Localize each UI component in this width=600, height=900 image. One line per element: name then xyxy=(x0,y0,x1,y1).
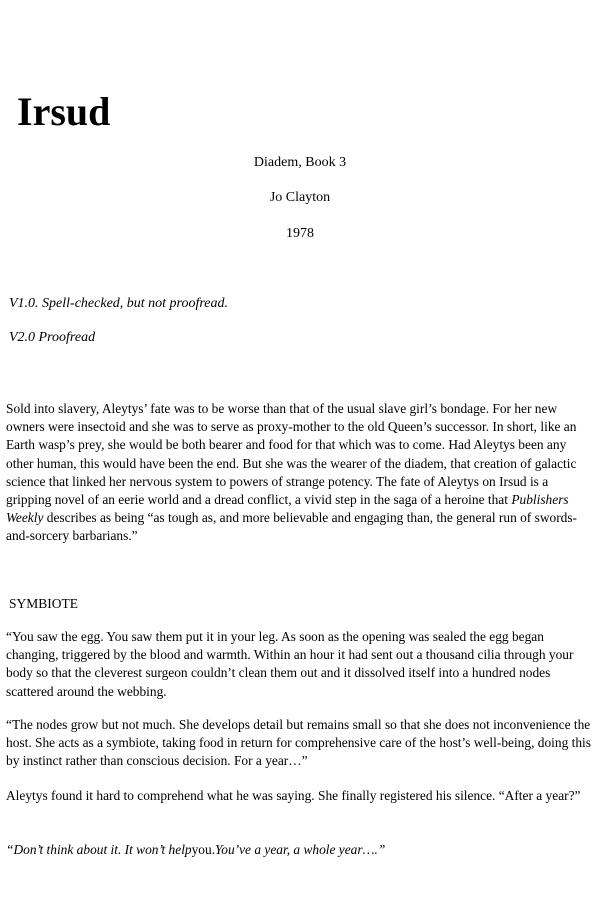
blurb-text-a: Sold into slavery, Aleytys’ fate was to be worse than that of the usual slave girl’s bondage. For her new owners were insectoid and she was to serve as proxy-mother to the old Queen’s successor. In short, like an Earth wasp’s prey, she would be both bearer and food for that which was to come. Had Aleytys been any other human, this would have been the end. But she was the wearer of the diadem, that creation of galactic science that linked her nervous system to powers of strange potency. The fate of Aleytys on Irsud is a gripping novel of an eerie world and a dread conflict, a vivid step in the saga of a heroine that xyxy=(6,401,577,508)
dialogue-normal: you. xyxy=(191,842,216,857)
version-note-2: V2.0 Proofread xyxy=(9,330,96,345)
blurb-text-b: describes as being “as tough as, and more believable and engaging than, the general run of swords-and-sorcery barbarians.” xyxy=(6,510,578,544)
blurb-italic-publication: Publishers Weekly xyxy=(6,492,569,526)
author-line: Jo Clayton xyxy=(269,190,331,205)
section-heading: SYMBIOTE xyxy=(9,596,79,611)
dialogue-italic-b: You’ve a year, a whole year….” xyxy=(215,842,386,857)
series-line: Diadem, Book 3 xyxy=(253,155,347,170)
version-note-1: V1.0. Spell-checked, but not proofread. xyxy=(9,296,229,311)
book-title: Irsud xyxy=(17,89,111,134)
blurb-paragraph xyxy=(6,400,594,546)
body-paragraph-1: “You saw the egg. You saw them put it in your leg. As soon as the opening was sealed the egg began changing, triggered by the blood and warmth. Within an hour it had sent out a thousand cilia through your body so that the cleverest surgeon couldn’t clean them out and it dissolved itself into a hundred nodes scattered around the webbing. xyxy=(6,629,574,699)
body-paragraph-3: Aleytys found it hard to comprehend what he was saying. She finally registered his silence. “After a year?” xyxy=(6,788,581,803)
year-line: 1978 xyxy=(286,226,314,241)
body-paragraph-4 xyxy=(6,841,594,859)
body-paragraph-2: “The nodes grow but not much. She develops detail but remains small so that she does not inconvenience the host. She acts as a symbiote, taking food in return for comprehensive care of the host’s well-being, doing this by instinct rather than conscious decision. For a year…” xyxy=(6,717,591,769)
dialogue-italic-a: “Don’t think about it. It won’t help xyxy=(6,842,192,857)
